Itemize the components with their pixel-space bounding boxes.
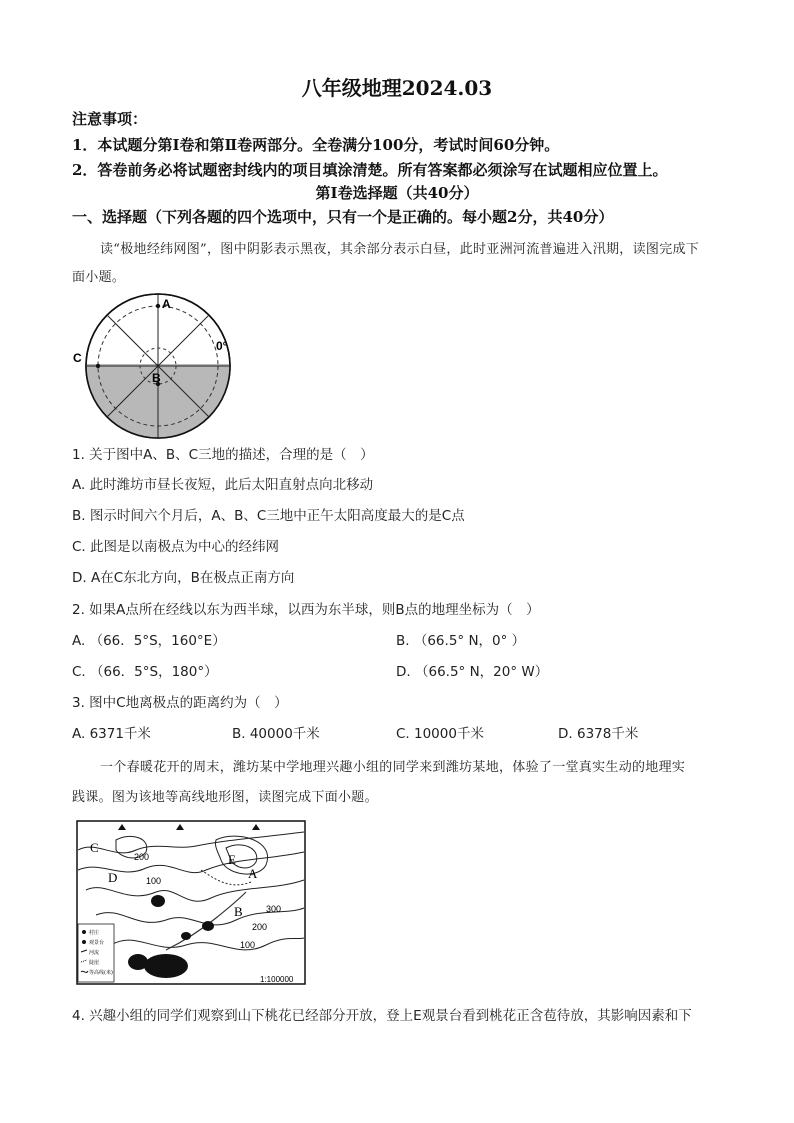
note-item-1: 1．本试题分第Ⅰ卷和第Ⅱ卷两部分。全卷满分100分，考试时间60分钟。 — [72, 136, 560, 154]
q3-option-c: C. 10000千米 — [396, 726, 484, 742]
q4-stem: 4. 兴趣小组的同学们观察到山下桃花已经部分开放，登上E观景台看到桃花正含苞待放，其影响因素和下 — [72, 1008, 692, 1024]
q1-option-b: B. 图示时间六个月后，A、B、C三地中正午太阳高度最大的是C点 — [72, 508, 465, 524]
passage1-line1: 读“极地经纬网图”，图中阴影表示黑夜，其余部分表示白昼，此时亚洲河流普遍进入汛期，读图完成下 — [100, 242, 700, 257]
q3-option-a: A. 6371千米 — [72, 726, 151, 742]
q1-option-a: A. 此时潍坊市昼长夜短，此后太阳直射点向北移动 — [72, 477, 374, 493]
map-scale: 1:100000 — [260, 975, 294, 984]
contour-200b: 200 — [252, 922, 268, 932]
q1-option-d: D. A在C东北方向，B在极点正南方向 — [72, 570, 295, 586]
q2-option-d: D. （66.5° N，20° W） — [396, 664, 549, 680]
legend-cliff: 陡崖 — [89, 960, 100, 966]
notes-heading: 注意事项： — [72, 110, 148, 128]
q3-stem: 3. 图中C地离极点的距离约为（ ） — [72, 695, 288, 711]
q2-option-b: B. （66.5° N，0° ） — [396, 633, 526, 649]
map-legend — [78, 924, 114, 982]
legend-river: 河流 — [89, 950, 100, 956]
legend-contour: 等高线(米) — [89, 970, 113, 976]
map-label-e: E — [228, 852, 236, 867]
q3-option-b: B. 40000千米 — [232, 726, 320, 742]
contour-200a: 200 — [134, 852, 150, 862]
legend-village: 村庄 — [89, 930, 100, 936]
q2-stem: 2. 如果A点所在经线以东为西半球，以西为东半球，则B点的地理坐标为（ ） — [72, 602, 540, 618]
contour-100b: 100 — [240, 940, 256, 950]
page-title: 八年级地理2024.03 — [301, 76, 493, 100]
q1-option-c: C. 此图是以南极点为中心的经纬网 — [72, 539, 280, 555]
label-0-degree: 0° — [216, 339, 228, 353]
map-label-c: C — [90, 840, 99, 855]
map-label-b: B — [234, 904, 243, 919]
part-title: 第Ⅰ卷选择题（共40分） — [315, 184, 479, 202]
contour-map-figure — [76, 820, 306, 986]
contour-100a: 100 — [146, 876, 162, 886]
label-b: B — [152, 371, 161, 385]
q2-option-a: A. （66．5°S，160°E） — [72, 633, 226, 649]
map-label-d: D — [108, 870, 118, 885]
note-item-2: 2．答卷前务必将试题密封线内的项目填涂清楚。所有答案都必须涂写在试题相应位置上。 — [72, 161, 668, 179]
map-label-a: A — [248, 866, 258, 881]
label-a: A — [162, 297, 171, 311]
section-heading: 一、选择题（下列各题的四个选项中，只有一个是正确的。每小题2分，共40分） — [72, 208, 614, 226]
q3-option-d: D. 6378千米 — [558, 726, 639, 742]
passage2-line2: 践课。图为该地等高线地形图，读图完成下面小题。 — [72, 790, 378, 805]
q1-stem: 1. 关于图中A、B、C三地的描述，合理的是（ ） — [72, 447, 374, 463]
contour-300: 300 — [266, 904, 282, 914]
night-shade — [82, 364, 242, 440]
q2-option-c: C. （66．5°S，180°） — [72, 664, 218, 680]
polar-grid-figure — [72, 290, 242, 440]
label-c: C — [73, 351, 82, 365]
legend-viewpoint: 观景台 — [89, 940, 105, 946]
passage2-line1: 一个春暖花开的周末，潍坊某中学地理兴趣小组的同学来到潍坊某地，体验了一堂真实生动的地理实 — [100, 760, 686, 775]
passage1-line2: 面小题。 — [72, 270, 126, 285]
